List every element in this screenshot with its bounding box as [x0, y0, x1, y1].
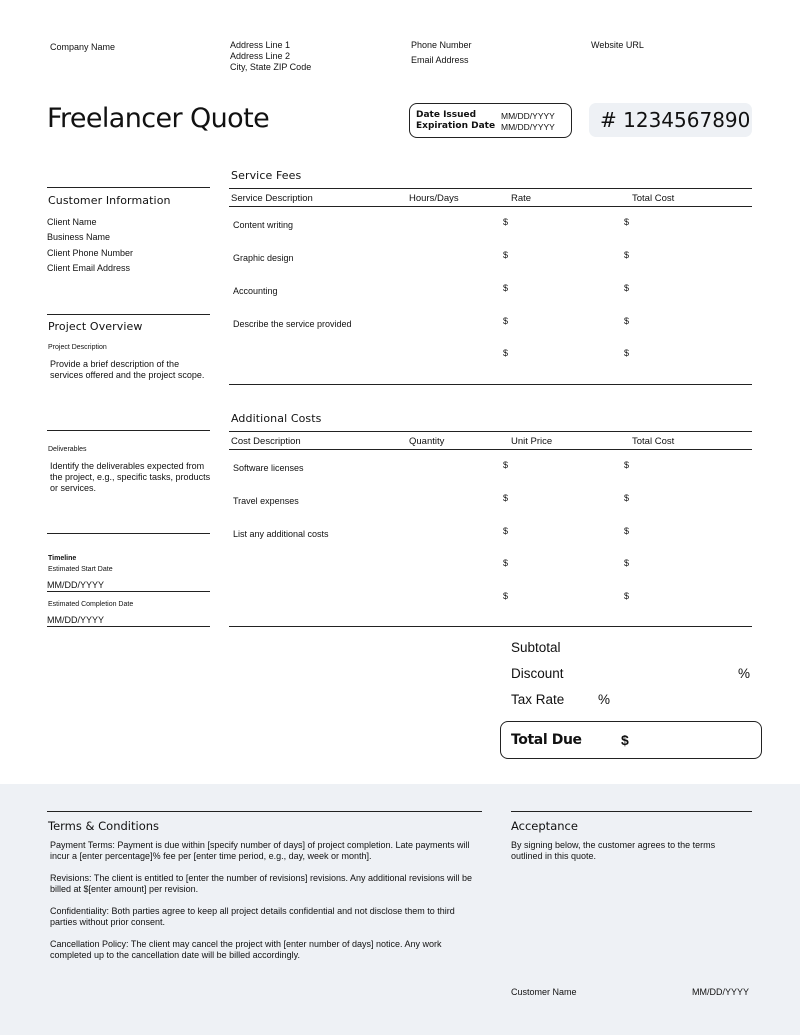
client-email: Client Email Address [47, 263, 131, 273]
service-row-2: Graphic design [233, 253, 294, 263]
cost-row-3: List any additional costs [233, 529, 329, 539]
service-rate-1: $ [503, 217, 509, 227]
start-date-label: Estimated Start Date [48, 566, 113, 573]
terms-payment: Payment Terms: Payment is due within [specify number of days] of project completion. Late payments will incur a [enter percentage]% fee per [enter time period, e.g., day, week or month]. [50, 840, 470, 861]
terms-cancellation: Cancellation Policy: The client may cancel the project with [enter number of days] notice. Any work completed up to the cancellation date will be billed accordingly. [50, 939, 442, 960]
additional-costs-heading: Additional Costs [231, 412, 322, 425]
quote-number: # 1234567890 [589, 103, 752, 137]
date-issued-label: Date Issued [416, 110, 477, 120]
date-box [409, 103, 572, 138]
tax-rate-label: Tax Rate [511, 692, 565, 707]
service-total-3: $ [624, 283, 630, 293]
cost-total-5: $ [624, 591, 630, 601]
service-col-total: Total Cost [632, 193, 675, 204]
expiration-value: MM/DD/YYYY [501, 122, 555, 132]
customer-info-heading: Customer Information [48, 194, 171, 207]
timeline-label: Timeline [48, 555, 77, 562]
completion-date-label: Estimated Completion Date [48, 601, 134, 608]
service-col-rate: Rate [511, 193, 532, 204]
acceptance-date: MM/DD/YYYY [692, 987, 750, 997]
service-rate-2: $ [503, 250, 509, 260]
service-total-5: $ [624, 348, 630, 358]
service-col-hours: Hours/Days [409, 193, 459, 204]
service-total-1: $ [624, 217, 630, 227]
start-date-value: MM/DD/YYYY [47, 580, 105, 590]
cost-unit-3: $ [503, 526, 509, 536]
date-issued-value: MM/DD/YYYY [501, 111, 555, 121]
service-col-description: Service Description [231, 193, 313, 204]
company-name: Company Name [50, 42, 116, 52]
project-description-text: Provide a brief description of the services offered and the project scope. [50, 359, 205, 380]
service-row-1: Content writing [233, 220, 294, 230]
service-row-3: Accounting [233, 286, 278, 296]
address-line-1: Address Line 1 [230, 40, 291, 50]
acceptance-text: By signing below, the customer agrees to the terms outlined in this quote. [511, 840, 716, 861]
service-fees-heading: Service Fees [231, 169, 302, 182]
service-rate-4: $ [503, 316, 509, 326]
total-due-box [500, 721, 762, 759]
expiration-label: Expiration Date [416, 121, 496, 131]
terms-confidentiality: Confidentiality: Both parties agree to keep all project details confidential and not disclose them to third parties without prior consent. [50, 906, 455, 927]
deliverables-label: Deliverables [48, 446, 87, 453]
cost-total-3: $ [624, 526, 630, 536]
client-name: Client Name [47, 217, 97, 227]
service-rate-3: $ [503, 283, 509, 293]
city-state-zip: City, State ZIP Code [230, 62, 312, 72]
client-phone: Client Phone Number [47, 248, 134, 258]
discount-percent: % [738, 666, 751, 681]
cost-total-4: $ [624, 558, 630, 568]
cost-unit-5: $ [503, 591, 509, 601]
website-url: Website URL [591, 40, 644, 50]
service-rate-5: $ [503, 348, 509, 358]
cost-col-total: Total Cost [632, 436, 675, 447]
discount-label: Discount [511, 666, 564, 681]
cost-col-description: Cost Description [231, 436, 301, 447]
phone-number: Phone Number [411, 40, 472, 50]
completion-date-value: MM/DD/YYYY [47, 615, 105, 625]
service-row-4: Describe the service provided [233, 319, 352, 329]
email-address: Email Address [411, 55, 469, 65]
deliverables-text: Identify the deliverables expected from the project, e.g., specific tasks, products or services. [50, 461, 211, 493]
service-total-2: $ [624, 250, 630, 260]
page-title: Freelancer Quote [47, 103, 270, 134]
total-due-label: Total Due [511, 732, 582, 748]
business-name: Business Name [47, 232, 111, 242]
subtotal-label: Subtotal [511, 640, 561, 655]
address-line-2: Address Line 2 [230, 51, 291, 61]
cost-total-1: $ [624, 460, 630, 470]
service-total-4: $ [624, 316, 630, 326]
cost-col-quantity: Quantity [409, 436, 445, 447]
cost-row-2: Travel expenses [233, 496, 299, 506]
project-description-label: Project Description [48, 344, 107, 351]
cost-unit-4: $ [503, 558, 509, 568]
terms-heading: Terms & Conditions [48, 819, 160, 833]
cost-total-2: $ [624, 493, 630, 503]
customer-name-label: Customer Name [511, 987, 577, 997]
project-overview-heading: Project Overview [48, 320, 143, 333]
cost-col-unit-price: Unit Price [511, 436, 553, 447]
cost-unit-2: $ [503, 493, 509, 503]
cost-row-1: Software licenses [233, 463, 304, 473]
acceptance-heading: Acceptance [511, 819, 578, 833]
cost-unit-1: $ [503, 460, 509, 470]
terms-revisions: Revisions: The client is entitled to [enter the number of revisions] revisions. Any additional revisions will be billed at $[enter amount] per revision. [50, 873, 473, 894]
total-due-currency: $ [621, 732, 629, 748]
tax-rate-percent: % [598, 692, 611, 707]
